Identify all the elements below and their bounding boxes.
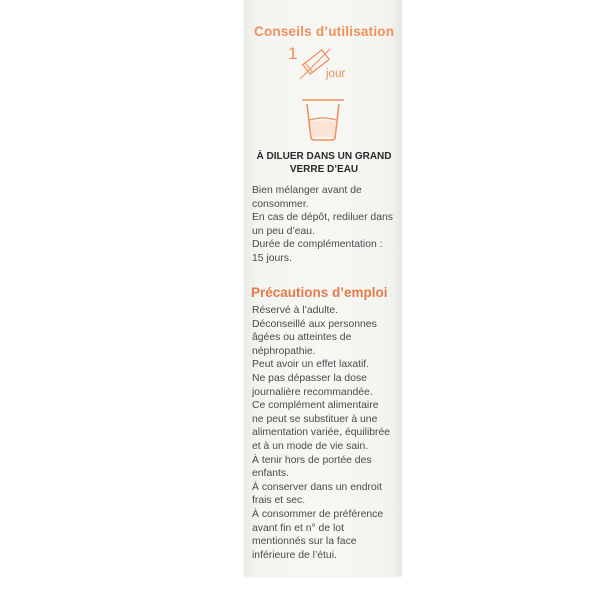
advice-line: En cas de dépôt, rediluer dans (252, 212, 393, 224)
precaution-line: inférieure de l’étui. (252, 549, 337, 561)
precaution-line: Peut avoir un effet laxatif. (252, 359, 370, 371)
precaution-line: frais et sec. (252, 495, 306, 507)
precaution-line: Ne pas dépasser la dose (252, 372, 367, 384)
product-box-side-panel (244, 0, 402, 576)
precaution-line: À consommer de préférence (252, 508, 384, 520)
dose-per-day-graphic (282, 44, 362, 92)
dilute-instruction (254, 150, 394, 176)
glass-of-water-icon (300, 98, 346, 142)
precaution-line: Réservé à l’adulte. (252, 305, 339, 316)
dose-unit: jour (326, 68, 346, 80)
precaution-line: avant fin et n° de lot (252, 522, 344, 534)
precaution-line: À conserver dans un endroit (252, 481, 382, 493)
precaution-line: enfants. (252, 468, 289, 480)
dilute-line: VERRE D’EAU (289, 164, 359, 175)
dilute-line: À DILUER DANS UN GRAND (256, 151, 392, 162)
precaution-line: ne peut se substituer à une (252, 413, 378, 425)
usage-advice (252, 184, 400, 266)
precaution-line: journalière recommandée. (252, 386, 373, 398)
precaution-line: et à un mode de vie sain. (252, 440, 369, 452)
dose-number: 1 (288, 44, 298, 63)
precaution-line: Ce complément alimentaire (252, 400, 379, 412)
advice-line: Durée de complémentation : (252, 239, 383, 251)
precautions-title: Précautions d’emploi (251, 285, 388, 300)
usage-title: Conseils d’utilisation (254, 24, 395, 39)
sachet-icon (282, 44, 362, 92)
precaution-line: À tenir hors de portée des (252, 454, 372, 466)
precaution-line: mentionnés sur la face (252, 536, 357, 548)
advice-line: Bien mélanger avant de (252, 185, 362, 196)
precaution-line: alimentation variée, équilibrée (252, 427, 391, 439)
precautions-text (252, 304, 400, 562)
advice-line: 15 jours. (252, 252, 292, 264)
advice-line: consommer. (252, 198, 309, 210)
precaution-line: âgées ou atteintes de (252, 332, 352, 344)
precaution-line: Déconseillé aux personnes (252, 318, 377, 330)
precaution-line: néphropathie. (252, 345, 316, 357)
advice-line: un peu d’eau. (252, 225, 315, 237)
